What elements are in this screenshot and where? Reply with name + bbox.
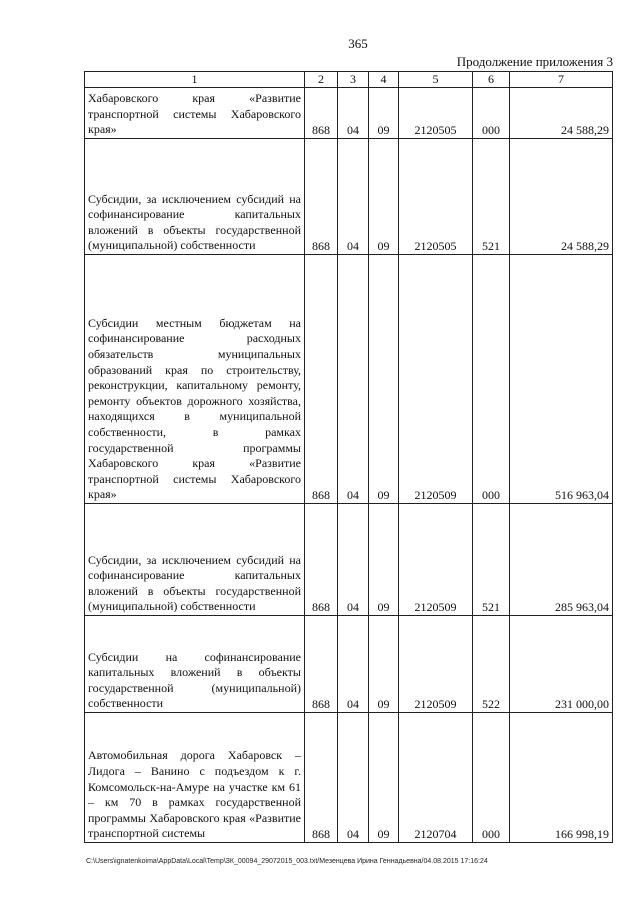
table-row xyxy=(85,255,613,504)
ministry-code: 868 xyxy=(305,504,338,616)
ministry-code: 868 xyxy=(305,139,338,255)
file-path-footer: C:\Users\ignatenkoima\AppData\Local\Temp\ЗК_00094_29072015_003.txt/Мезенцева Ирина Геннадьевна/04.08.2015 17:16:24 xyxy=(86,858,488,865)
table-row xyxy=(85,616,613,713)
amount: 231 000,00 xyxy=(510,616,613,713)
target-article-code: 2120505 xyxy=(399,88,473,139)
table-row xyxy=(85,88,613,139)
row-description: Автомобильная дорога Хабаровск – Лидога – Ванино с подъездом к г. Комсомольск-на-Амуре на участке км 61 – км 70 в рамках государственной программы Хабаровского края «Развитие транспортной системы xyxy=(85,713,305,843)
section-code: 04 xyxy=(338,255,369,504)
amount: 24 588,29 xyxy=(510,139,613,255)
subsection-code: 09 xyxy=(369,139,399,255)
amount: 285 963,04 xyxy=(510,504,613,616)
ministry-code: 868 xyxy=(305,255,338,504)
ministry-code: 868 xyxy=(305,713,338,843)
row-description: Субсидии местным бюджетам на софинансирование расходных обязательств муниципальных образований края по строительству, реконструкции, капитальному ремонту, ремонту объектов дорожного хозяйства, находящихся в муниципальной собственности, в рамках государственной программы Хабаровского края «Развитие транспортной системы Хабаровского края» xyxy=(85,255,305,504)
expense-type-code: 000 xyxy=(473,255,510,504)
expense-type-code: 000 xyxy=(473,88,510,139)
subsection-code: 09 xyxy=(369,504,399,616)
table-row xyxy=(85,713,613,843)
amount: 516 963,04 xyxy=(510,255,613,504)
expense-type-code: 521 xyxy=(473,504,510,616)
row-description: Субсидии, за исключением субсидий на софинансирование капитальных вложений в объекты государственной (муниципальной) собственности xyxy=(85,504,305,616)
expense-type-code: 522 xyxy=(473,616,510,713)
row-description: Субсидии, за исключением субсидий на софинансирование капитальных вложений в объекты государственной (муниципальной) собственности xyxy=(85,139,305,255)
column-header: 2 xyxy=(305,72,338,88)
row-description: Хабаровского края «Развитие транспортной системы Хабаровского края» xyxy=(85,88,305,139)
section-code: 04 xyxy=(338,713,369,843)
continuation-label: Продолжение приложения 3 xyxy=(456,54,613,69)
column-header: 3 xyxy=(338,72,369,88)
row-description: Субсидии на софинансирование капитальных вложений в объекты государственной (муниципальной) собственности xyxy=(85,616,305,713)
amount: 24 588,29 xyxy=(510,88,613,139)
column-header: 7 xyxy=(510,72,613,88)
section-code: 04 xyxy=(338,88,369,139)
ministry-code: 868 xyxy=(305,616,338,713)
page-number: 365 xyxy=(348,36,368,51)
ministry-code: 868 xyxy=(305,88,338,139)
expense-type-code: 521 xyxy=(473,139,510,255)
subsection-code: 09 xyxy=(369,616,399,713)
section-code: 04 xyxy=(338,139,369,255)
subsection-code: 09 xyxy=(369,88,399,139)
column-header: 4 xyxy=(369,72,399,88)
section-code: 04 xyxy=(338,616,369,713)
target-article-code: 2120509 xyxy=(399,504,473,616)
subsection-code: 09 xyxy=(369,713,399,843)
table-row xyxy=(85,139,613,255)
column-header: 6 xyxy=(473,72,510,88)
target-article-code: 2120509 xyxy=(399,616,473,713)
subsection-code: 09 xyxy=(369,255,399,504)
section-code: 04 xyxy=(338,504,369,616)
amount: 166 998,19 xyxy=(510,713,613,843)
budget-table xyxy=(84,71,613,843)
table-row xyxy=(85,504,613,616)
table-header-row xyxy=(85,72,613,88)
target-article-code: 2120505 xyxy=(399,139,473,255)
target-article-code: 2120509 xyxy=(399,255,473,504)
target-article-code: 2120704 xyxy=(399,713,473,843)
column-header: 5 xyxy=(399,72,473,88)
expense-type-code: 000 xyxy=(473,713,510,843)
column-header: 1 xyxy=(85,72,305,88)
